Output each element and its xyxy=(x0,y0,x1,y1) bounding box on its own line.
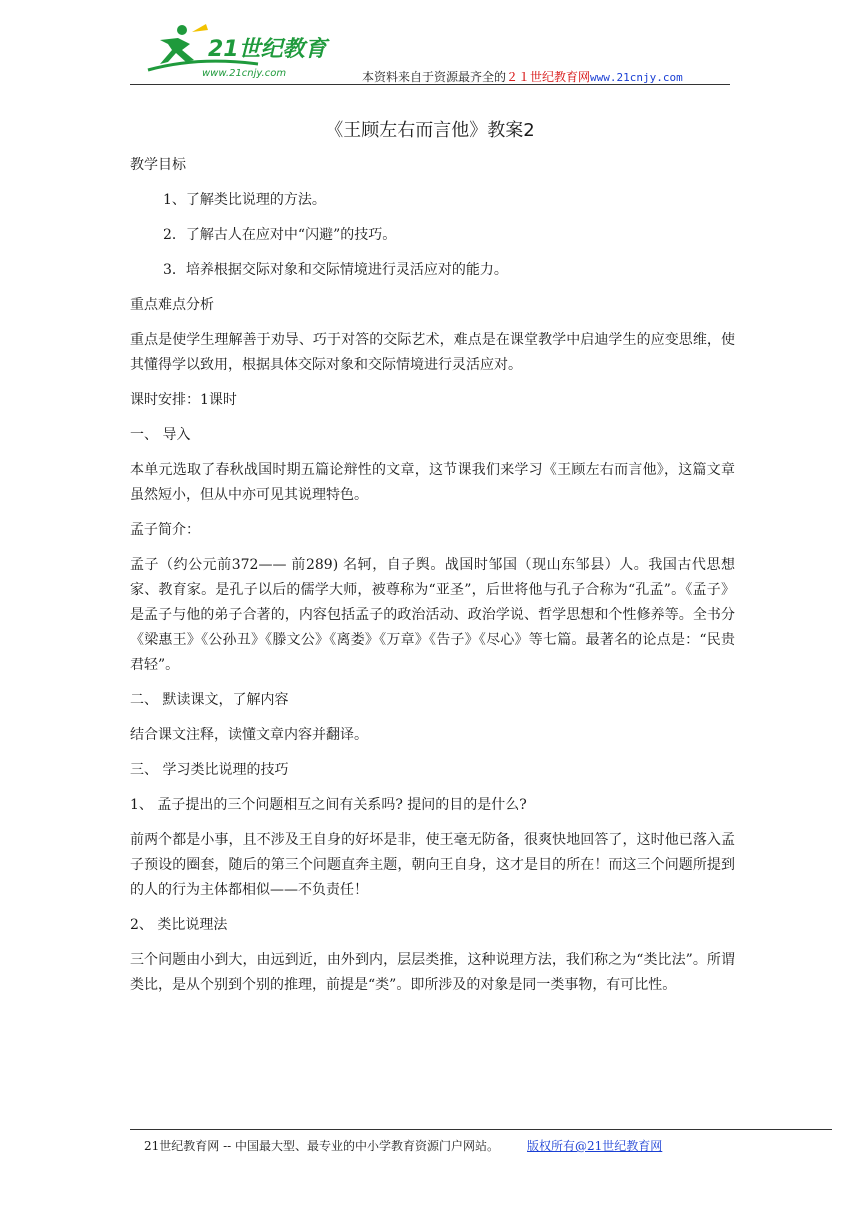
paragraph: 结合课文注释，读懂文章内容并翻译。 xyxy=(130,727,368,743)
site-logo[interactable] xyxy=(138,20,338,82)
logo-text: 21世纪教育 xyxy=(208,37,327,62)
paragraph: 2．了解古人在应对中“闪避”的技巧。 xyxy=(163,227,397,243)
paragraph: 三、 学习类比说理的技巧 xyxy=(130,762,289,778)
paragraph: 重点难点分析 xyxy=(130,297,214,313)
paragraph: 孟子（约公元前372—— 前289) 名轲，自子舆。战国时邹国（现山东邹县）人。我国古代思想家、教育家。是孔子以后的儒学大师，被尊称为“亚圣”，后世将他与孔子合称为“孔孟”。《孟子》是孟子与他的弟子合著的，内容包括孟子的政治活动、政治学说、哲学思想和个性修养等。全书分《梁惠王》《公孙丑》《滕文公》《离娄》《万章》《告子》《尽心》等七篇。最著名的论点是：“民贵君轻”。 xyxy=(130,557,735,673)
paragraph: 1、 孟子提出的三个问题相互之间有关系吗? 提问的目的是什么? xyxy=(130,797,527,813)
paragraph: 一、 导入 xyxy=(130,427,191,443)
footer-copyright-link[interactable]: 版权所有@21世纪教育网 xyxy=(527,1139,663,1153)
header-prefix: 本资料来自于资源最齐全的 xyxy=(362,70,507,84)
header-site-url[interactable]: www.21cnjy.com xyxy=(590,71,683,84)
header-site-name[interactable]: ２１世纪教育网 xyxy=(506,70,591,84)
paragraph: 课时安排：1课时 xyxy=(130,392,237,408)
document-body xyxy=(130,153,735,1008)
header-source-note xyxy=(362,68,683,85)
paragraph: 1、了解类比说理的方法。 xyxy=(163,192,326,208)
page-header xyxy=(130,20,730,86)
paragraph: 二、 默读课文，了解内容 xyxy=(130,692,289,708)
paragraph: 孟子简介： xyxy=(130,522,200,538)
paragraph: 前两个都是小事，且不涉及王自身的好坏是非，使王毫无防备，很爽快地回答了，这时他已落入孟子预设的圈套，随后的第三个问题直奔主题，朝向王自身，这才是目的所在！而这三个问题所提到的人的行为主体都相似——不负责任！ xyxy=(130,832,735,898)
paragraph: 3．培养根据交际对象和交际情境进行灵活应对的能力。 xyxy=(163,262,508,278)
document-title: 《王顾左右而言他》教案2 xyxy=(325,120,535,141)
page-footer xyxy=(144,1137,662,1154)
footer-text: 21世纪教育网 -- 中国最大型、最专业的中小学教育资源门户网站。 xyxy=(144,1139,500,1153)
logo-url: www.21cnjy.com xyxy=(202,68,287,79)
paragraph: 本单元选取了春秋战国时期五篇论辩性的文章，这节课我们来学习《王顾左右而言他》，这篇文章虽然短小，但从中亦可见其说理特色。 xyxy=(130,462,735,503)
header-divider xyxy=(130,84,730,85)
paragraph: 重点是使学生理解善于劝导、巧于对答的交际艺术，难点是在课堂教学中启迪学生的应变思维，使其懂得学以致用，根据具体交际对象和交际情境进行灵活应对。 xyxy=(130,332,735,373)
paragraph: 教学目标 xyxy=(130,157,186,173)
paragraph: 2、 类比说理法 xyxy=(130,917,228,933)
paragraph: 三个问题由小到大，由远到近，由外到内，层层类推，这种说理方法，我们称之为“类比法”。所谓类比，是从个别到个别的推理，前提是“类”。即所涉及的对象是同一类事物，有可比性。 xyxy=(130,952,735,993)
footer-divider xyxy=(130,1129,832,1130)
